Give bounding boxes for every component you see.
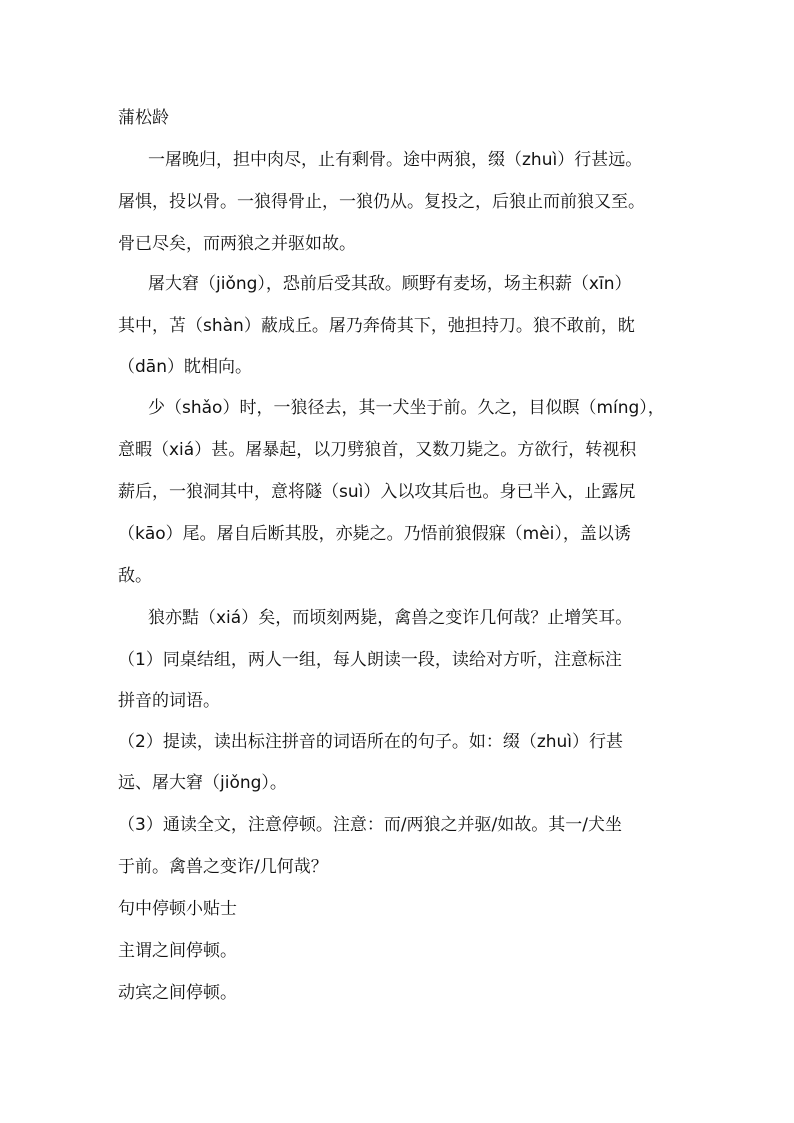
task-line: 拼音的词语。: [118, 691, 220, 711]
text-line: 屠惧，投以骨。一狼得骨止，一狼仍从。复投之，后狼止而前狼又至。: [118, 192, 645, 212]
task-line: （2）提读，读出标注拼音的词语所在的句子。如：缀（zhuì）行甚: [118, 732, 624, 752]
text-line: 少（shǎo）时，一狼径去，其一犬坐于前。久之，目似瞑（míng），: [148, 398, 665, 418]
text-line: 敌。: [118, 566, 152, 586]
text-line: 薪后，一狼洞其中，意将隧（suì）入以攻其后也。身已半入，止露尻: [118, 482, 636, 502]
author-name: 蒲松龄: [118, 108, 169, 128]
task-line: （1）同桌结组，两人一组，每人朗读一段，读给对方听，注意标注: [118, 650, 622, 670]
text-line: 狼亦黠（xiá）矣，而顷刻两毙，禽兽之变诈几何哉？止增笑耳。: [148, 608, 633, 628]
tip-item: 动宾之间停顿。: [118, 983, 237, 1003]
text-line: （kāo）尾。屠自后断其股，亦毙之。乃悟前狼假寐（mèi），盖以诱: [118, 524, 631, 544]
text-line: 意暇（xiá）甚。屠暴起，以刀劈狼首，又数刀毙之。方欲行，转视积: [118, 440, 637, 460]
text-line: （dān）眈相向。: [118, 357, 252, 377]
task-line: 远、屠大窘（jiǒng）。: [118, 773, 287, 793]
text-line: 其中，苫（shàn）蔽成丘。屠乃奔倚其下，弛担持刀。狼不敢前，眈: [118, 316, 635, 336]
text-line: 一屠晚归，担中肉尽，止有剩骨。途中两狼，缀（zhuì）行甚远。: [148, 150, 643, 170]
tip-heading: 句中停顿小贴士: [118, 899, 237, 919]
tip-item: 主谓之间停顿。: [118, 941, 237, 961]
text-line: 屠大窘（jiǒng），恐前后受其敌。顾野有麦场，场主积薪（xīn）: [148, 274, 632, 294]
task-line: （3）通读全文，注意停顿。注意：而/两狼之并驱/如故。其一/犬坐: [118, 815, 622, 835]
task-line: 于前。禽兽之变诈/几何哉？: [118, 857, 328, 877]
text-line: 骨已尽矣，而两狼之并驱如故。: [118, 234, 356, 254]
